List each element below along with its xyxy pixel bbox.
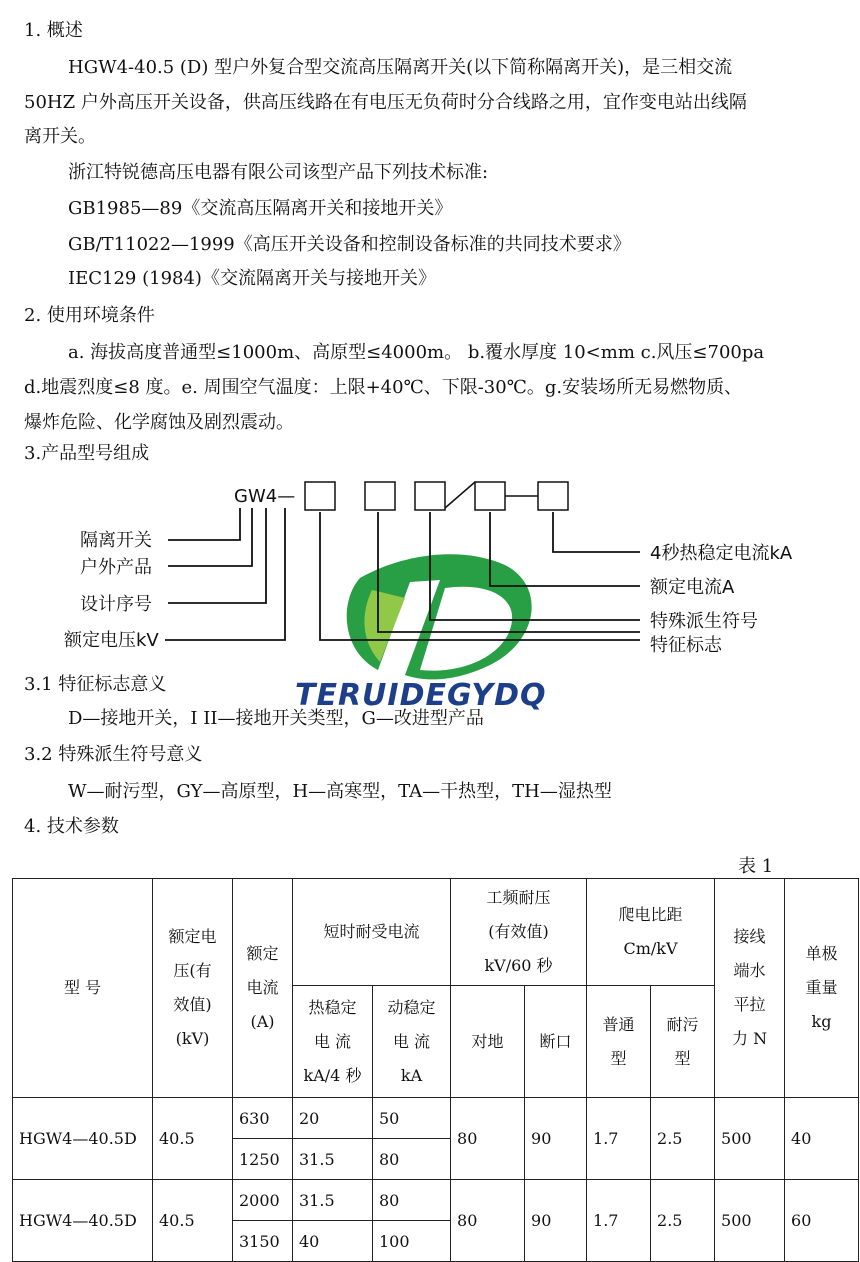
section-3-1-heading: 3.1 特征标志意义 — [24, 674, 167, 695]
cell-across: 90 — [525, 1180, 587, 1262]
header-creepage: 爬电比距 Cm/kV — [587, 879, 715, 986]
cell-current: 630 — [233, 1098, 293, 1139]
label-thermal-current: 4秒热稳定电流kA — [650, 543, 793, 564]
label-special-derivative: 特殊派生符号 — [650, 611, 758, 632]
standard-item: IEC129 (1984)《交流隔离开关与接地开关》 — [68, 268, 436, 289]
cell-anti: 2.5 — [651, 1180, 715, 1262]
header-anti-pollution: 耐污 型 — [651, 986, 715, 1098]
section-3-2-paragraph: W—耐污型，GY—高原型，H—高寒型，TA—干热型，TH—湿热型 — [68, 781, 612, 802]
header-thermal: 热稳定 电 流 kA/4 秒 — [293, 986, 373, 1098]
header-rated-current: 额定 电流 (A) — [233, 879, 293, 1098]
cell-dynamic: 80 — [373, 1139, 451, 1180]
cell-to-ground: 80 — [451, 1098, 525, 1180]
label-rated-voltage: 额定电压kV — [64, 630, 159, 651]
label-feature-mark: 特征标志 — [650, 635, 722, 656]
cell-voltage: 40.5 — [153, 1180, 233, 1262]
label-outdoor: 户外产品 — [80, 557, 152, 578]
header-terminal-pull: 接线 端水 平拉 力 N — [715, 879, 785, 1098]
header-power-frequency: 工频耐压 (有效值) kV/60 秒 — [451, 879, 587, 986]
header-short-time-current: 短时耐受电流 — [293, 879, 451, 986]
label-design-number: 设计序号 — [80, 594, 152, 615]
cell-anti: 2.5 — [651, 1098, 715, 1180]
section-2-heading: 2. 使用环境条件 — [24, 305, 155, 326]
model-box-thermal — [538, 482, 568, 510]
cell-to-ground: 80 — [451, 1180, 525, 1262]
cell-model: HGW4—40.5D — [13, 1180, 153, 1262]
section-2-paragraph: 爆炸危险、化学腐蚀及剧烈震动。 — [24, 412, 294, 433]
section-1-paragraph: 浙江特锐德高压电器有限公司该型产品下列技术标准: — [68, 162, 489, 183]
section-1-paragraph: 离开关。 — [24, 126, 96, 147]
section-4-heading: 4. 技术参数 — [24, 816, 119, 837]
cell-dynamic: 100 — [373, 1221, 451, 1262]
company-logo-watermark — [347, 554, 532, 679]
cell-thermal: 40 — [293, 1221, 373, 1262]
cell-pull: 500 — [715, 1180, 785, 1262]
model-box-rated-current — [475, 482, 505, 510]
cell-pull: 500 — [715, 1098, 785, 1180]
section-3-2-heading: 3.2 特殊派生符号意义 — [24, 744, 203, 765]
section-1-paragraph: HGW4-40.5 (D) 型户外复合型交流高压隔离开关(以下简称隔离开关)，是三相交流 — [68, 57, 733, 78]
model-prefix: GW4— — [234, 486, 296, 507]
cell-dynamic: 80 — [373, 1180, 451, 1221]
cell-current: 2000 — [233, 1180, 293, 1221]
cell-normal: 1.7 — [587, 1098, 651, 1180]
cell-current: 3150 — [233, 1221, 293, 1262]
header-dynamic: 动稳定 电 流 kA — [373, 986, 451, 1098]
header-to-ground: 对地 — [451, 986, 525, 1098]
header-rated-voltage: 额定电 压(有 效值) (kV) — [153, 879, 233, 1098]
cell-normal: 1.7 — [587, 1180, 651, 1262]
section-3-heading: 3.产品型号组成 — [24, 443, 150, 464]
section-2-paragraph: a. 海拔高度普通型≤1000m、高原型≤4000m。 b.覆水厚度 10<mm c.风压≤700pa — [68, 342, 765, 363]
cell-thermal: 20 — [293, 1098, 373, 1139]
label-isolator: 隔离开关 — [80, 530, 152, 551]
section-1-paragraph: 50HZ 户外高压开关设备，供高压线路在有电压无负荷时分合线路之用，宜作变电站出线隔 — [24, 92, 747, 113]
cell-thermal: 31.5 — [293, 1180, 373, 1221]
cell-current: 1250 — [233, 1139, 293, 1180]
cell-weight: 60 — [785, 1180, 859, 1262]
cell-thermal: 31.5 — [293, 1139, 373, 1180]
model-box-current — [415, 482, 445, 510]
watermark-text: TERUIDEGYDQ — [295, 678, 547, 713]
table-caption: 表 1 — [738, 856, 774, 877]
table-row — [13, 1180, 859, 1221]
table-row — [13, 1098, 859, 1139]
header-weight: 单极 重量 kg — [785, 879, 859, 1098]
section-1-heading: 1. 概述 — [24, 20, 83, 41]
cell-voltage: 40.5 — [153, 1098, 233, 1180]
cell-across: 90 — [525, 1098, 587, 1180]
label-rated-current: 额定电流A — [650, 577, 735, 598]
cell-model: HGW4—40.5D — [13, 1098, 153, 1180]
standard-item: GB1985—89《交流高压隔离开关和接地开关》 — [68, 198, 453, 219]
model-box-feature — [305, 482, 335, 510]
model-box-derivative — [365, 482, 395, 510]
technical-parameters-table — [12, 878, 859, 1262]
section-2-paragraph: d.地震烈度≤8 度。e. 周围空气温度：上限+40℃、下限-30℃。g.安装场所无易燃物质、 — [24, 377, 743, 398]
header-across-gap: 断口 — [525, 986, 587, 1098]
section-3-1-paragraph: D—接地开关，I II—接地开关类型，G—改进型产品 — [68, 708, 484, 729]
header-model: 型 号 — [13, 879, 153, 1098]
cell-dynamic: 50 — [373, 1098, 451, 1139]
header-normal: 普通 型 — [587, 986, 651, 1098]
cell-weight: 40 — [785, 1098, 859, 1180]
standard-item: GB/T11022—1999《高压开关设备和控制设备标准的共同技术要求》 — [68, 234, 631, 255]
